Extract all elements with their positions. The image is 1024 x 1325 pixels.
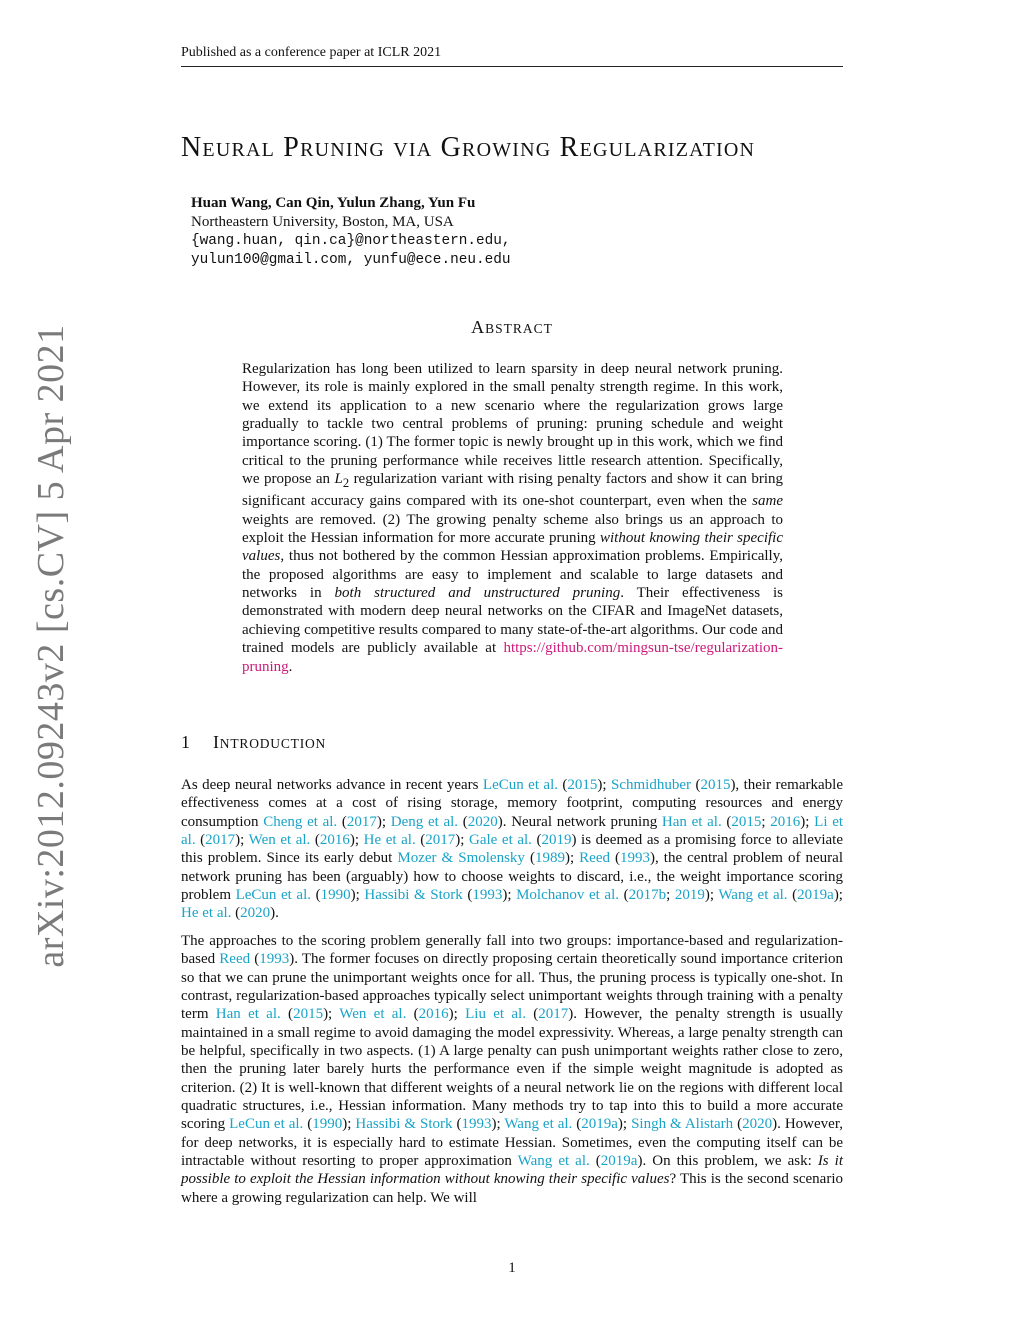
citation-link[interactable]: 2017	[538, 1006, 569, 1023]
citation-link[interactable]: 2017	[346, 813, 377, 830]
citation-link[interactable]: Singh & Alistarh	[631, 1116, 734, 1133]
citation-link[interactable]: Mozer & Smolensky	[397, 850, 525, 867]
intro-paragraph-2: The approaches to the scoring problem generally fall into two groups: importance-based and regularization-based Reed (1993). The former focuses on directly proposing certain theoretically sound importance criterion so that we can prune the unimportant weights once for all. Thus, the pruning process is typically one-shot. In contrast, regularization-based approaches typically select unimportant weights through training with a penalty term Han et al. (2015); Wen et al. (2016); Liu et al. (2017). However, the penalty strength is usually maintained in a small regime to avoid damaging the model expressivity. Whereas, a large penalty strength can be helpful, specifically in two aspects. (1) A large penalty can push unimportant weights rather close to zero, then the pruning later barely hurts the performance even if the simple weight magnitude is adopted as criterion. (2) It is well-known that different weights of a neural network lie on the regions with different local quadratic structures, i.e., Hessian information. Many methods try to tap into this to build a more accurate scoring LeCun et al. (1990); Hassibi & Stork (1993); Wang et al. (2019a); Singh & Alistarh (2020). However, for deep networks, it is especially hard to estimate Hessian. Sometimes, even the computing itself can be intractable without resorting to proper approximation Wang et al. (2019a). On this problem, we ask: Is it possible to exploit the Hessian information without knowing their specific values? This is the second scenario where a growing regularization can help. We will	[181, 933, 844, 1206]
abstract-heading: ABSTRACT	[471, 317, 553, 337]
citation-link[interactable]: 2017	[425, 832, 456, 849]
paper-title: NEURAL PRUNING VIA GROWING REGULARIZATION	[181, 132, 756, 163]
abstract-body: Regularization has long been utilized to learn sparsity in deep neural network pruning. However, its role is mainly explored in the small penalty strength regime. In this work, we extend its application to a new scenario where the regularization grows large gradually to tackle two central problems of pruning: pruning schedule and weight importance scoring. (1) The former topic is newly brought up in this work, which we find critical to the pruning performance while receives little research attention. Specifically, we propose an $L_2$ regularization variant with rising penalty factors and show it can bring significant accuracy gains compared with its one-shot counterpart, even when the same weights are removed. (2) The growing penalty scheme also brings us an approach to exploit the Hessian information for more accurate pruning without knowing their specific values, thus not bothered by the common Hessian approximation problems. Empirically, the proposed algorithms are easy to implement and scalable to large datasets and networks in both structured and unstructured pruning. Their effectiveness is demonstrated with modern deep neural networks on the CIFAR and ImageNet datasets, achieving competitive results compared to many state-of-the-art algorithms. Our code and trained models are publicly available at https://github.com/mingsun-tse/regularization-pruning.	[242, 361, 784, 675]
section-heading-introduction: 1 INTRODUCTION	[181, 732, 327, 752]
citation-link[interactable]: Wang et al.	[718, 887, 788, 904]
running-header: Published as a conference paper at ICLR 2021	[181, 44, 843, 67]
citation-link[interactable]: Liu et al.	[465, 1006, 526, 1023]
author-affiliation: Northeastern University, Boston, MA, USA	[191, 214, 454, 230]
citation-link[interactable]: Hassibi & Stork	[364, 887, 463, 904]
citation-link[interactable]: 2019a	[581, 1116, 618, 1133]
citation-link[interactable]: Wen et al.	[339, 1006, 407, 1023]
citation-link[interactable]: 2017	[205, 832, 236, 849]
citation-link[interactable]: Han et al.	[215, 1006, 281, 1023]
citation-link[interactable]: Reed	[579, 850, 610, 867]
citation-link[interactable]: 2019a	[600, 1153, 638, 1170]
citation-link[interactable]: 2016	[418, 1006, 449, 1023]
citation-link[interactable]: LeCun et al.	[229, 1116, 304, 1133]
citation-link[interactable]: 1993	[472, 887, 503, 904]
citation-link[interactable]: Han et al.	[661, 813, 722, 830]
citation-link[interactable]: 1989	[534, 850, 565, 867]
citation-link[interactable]: Molchanov et al.	[516, 887, 619, 904]
citation-link[interactable]: 1990	[312, 1116, 343, 1133]
citation-link[interactable]: Schmidhuber	[611, 777, 692, 793]
citation-link[interactable]: He et al.	[181, 905, 232, 922]
citation-link[interactable]: Li et al.	[181, 813, 844, 849]
citation-link[interactable]: Wen et al.	[248, 832, 311, 849]
code-link[interactable]: https://github.com/mingsun-tse/regularization-pruning	[242, 640, 783, 675]
citation-link[interactable]: LeCun et al.	[235, 887, 312, 904]
intro-paragraph-1: As deep neural networks advance in recent years LeCun et al. (2015); Schmidhuber (2015), their remarkable effectiveness comes at a cost of rising storage, memory footprint, computing resources and energy consumption Cheng et al. (2017); Deng et al. (2020). Neural network pruning Han et al. (2015; 2016); Li et al. (2017); Wen et al. (2016); He et al. (2017); Gale et al. (2019) is deemed as a promising force to alleviate this problem. Since its early debut Mozer & Smolensky (1989); Reed (1993), the central problem of neural network pruning has been (arguably) how to choose weights to discard, i.e., the weight importance scoring problem LeCun et al. (1990); Hassibi & Stork (1993); Molchanov et al. (2017b; 2019); Wang et al. (2019a); He et al. (2020).	[181, 777, 844, 922]
citation-link[interactable]: 2016	[319, 832, 350, 849]
citation-link[interactable]: Gale et al.	[469, 832, 532, 849]
citation-link[interactable]: Cheng et al.	[263, 813, 338, 830]
citation-link[interactable]: Wang et al.	[517, 1153, 590, 1170]
author-email-line-2: yulun100@gmail.com, yunfu@ece.neu.edu	[191, 252, 511, 268]
page-number: 1	[508, 1260, 516, 1276]
citation-link[interactable]: 1993	[461, 1116, 492, 1133]
citation-link[interactable]: 2016	[770, 813, 801, 830]
citation-link[interactable]: 2015	[700, 777, 731, 793]
citation-link[interactable]: Wang et al.	[504, 1116, 573, 1133]
author-names: Huan Wang, Can Qin, Yulun Zhang, Yun Fu	[191, 195, 476, 211]
citation-link[interactable]: 2020	[742, 1116, 773, 1133]
citation-link[interactable]: 2017b	[628, 887, 667, 904]
citation-link[interactable]: 2019a	[797, 887, 834, 904]
citation-link[interactable]: 2015	[731, 813, 762, 830]
citation-link[interactable]: Reed	[219, 951, 251, 968]
citation-link[interactable]: Deng et al.	[390, 813, 459, 830]
citation-link[interactable]: 2019	[541, 832, 572, 849]
citation-link[interactable]: 2015	[293, 1006, 324, 1023]
citation-link[interactable]: 1993	[620, 850, 651, 867]
citation-link[interactable]: LeCun et al.	[482, 777, 558, 793]
citation-link[interactable]: 2020	[467, 813, 498, 830]
citation-link[interactable]: 1990	[320, 887, 351, 904]
citation-link[interactable]: 1993	[259, 951, 290, 968]
citation-link[interactable]: 2019	[674, 887, 705, 904]
citation-link[interactable]: He et al.	[363, 832, 416, 849]
author-block	[191, 194, 751, 270]
arxiv-stamp: arXiv:2012.09243v2 [cs.CV] 5 Apr 2021	[30, 324, 72, 968]
citation-link[interactable]: 2020	[240, 905, 271, 922]
citation-link[interactable]: 2015	[567, 777, 598, 793]
citation-link[interactable]: Hassibi & Stork	[355, 1116, 453, 1133]
math-symbol: L	[334, 471, 343, 488]
author-email-line-1: {wang.huan, qin.ca}@northeastern.edu,	[191, 233, 511, 249]
